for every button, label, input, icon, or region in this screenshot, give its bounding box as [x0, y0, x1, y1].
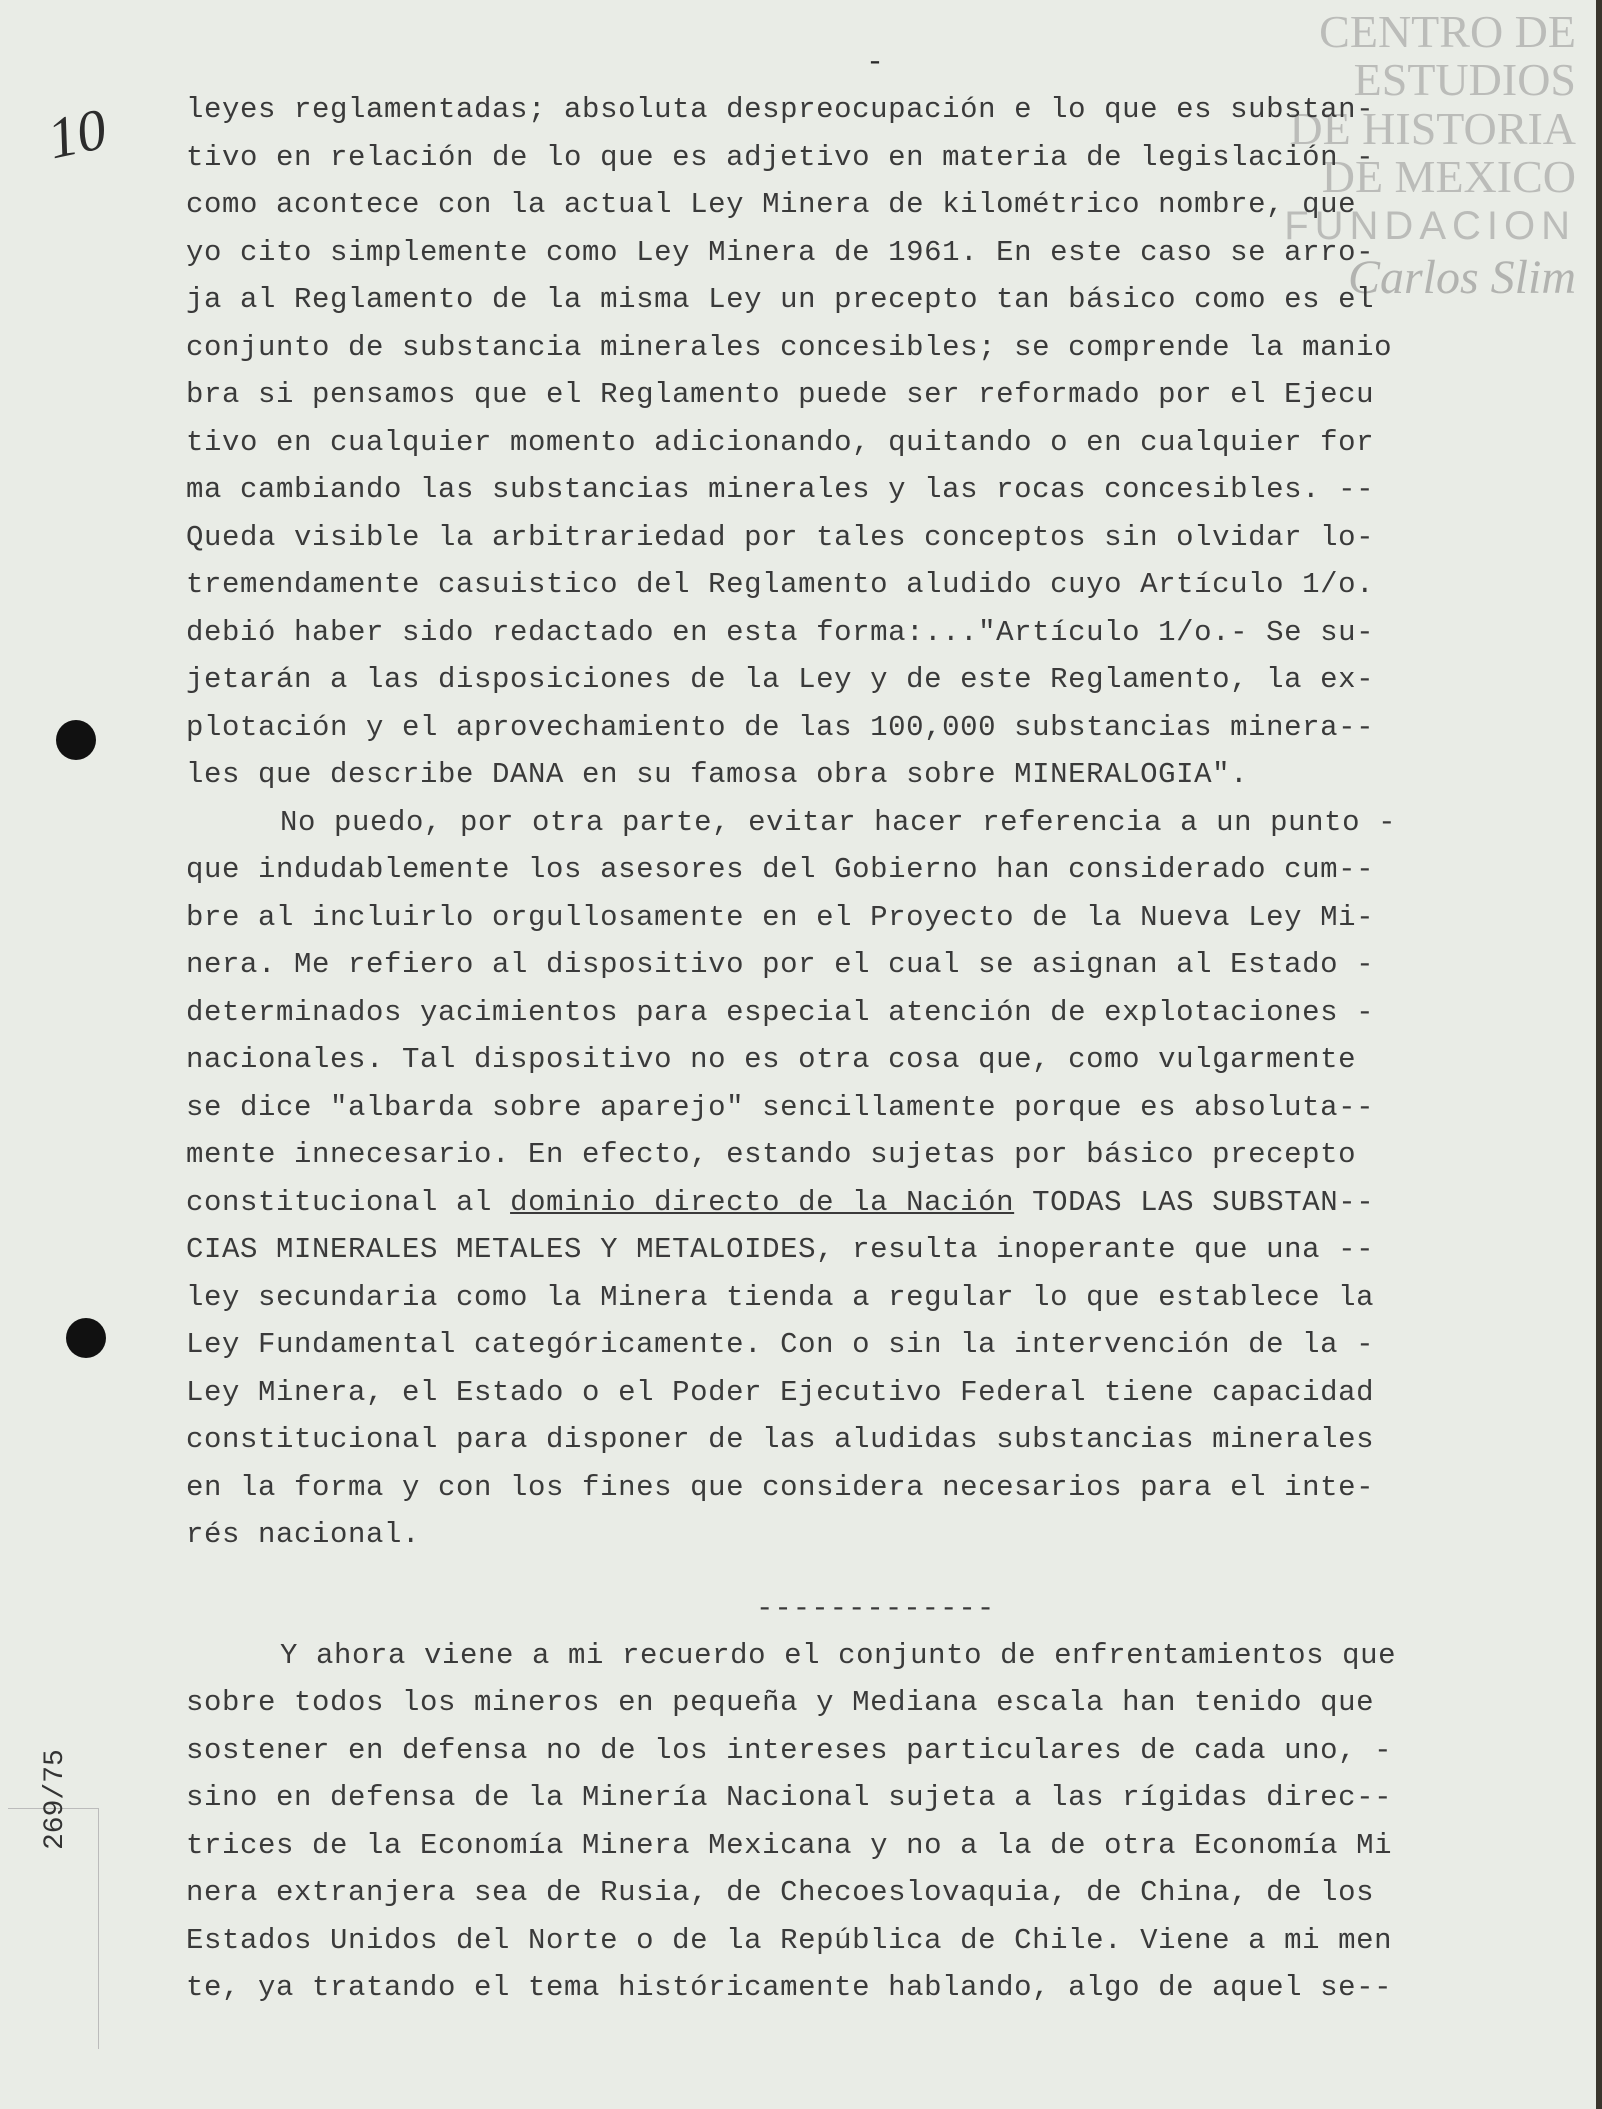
paragraph-2 [186, 799, 1496, 1559]
spacer [186, 1559, 1496, 1585]
watermark-fundacion: FUNDACION [1284, 204, 1576, 249]
text-line: ley secundaria como la Minera tienda a regular lo que establece la [186, 1280, 1375, 1314]
text-line: les que describe DANA en su famosa obra sobre MINERALOGIA". [186, 758, 1249, 791]
section-separator: ------------- [756, 1591, 996, 1625]
text-line: constitucional para disponer de las aludidas substancias minerales [186, 1423, 1375, 1456]
text-line: yo cito simplemente como Ley Minera de 1961. En este caso se arro- [186, 235, 1375, 269]
text-line: como acontece con la actual Ley Minera de kilométrico nombre, que [186, 188, 1357, 221]
watermark-line: DE HISTORIA [1289, 102, 1576, 154]
text-line: leyes reglamentadas; absoluta despreocupación e lo que es substan- [186, 93, 1375, 126]
text-line: bre al incluirlo orgullosamente en el Proyecto de la Nueva Ley Mi- [186, 900, 1375, 934]
archive-reference-stamp: 269/75 [40, 1749, 71, 1850]
watermark-line: CENTRO DE [1319, 6, 1576, 57]
text-line [186, 1179, 1496, 1227]
text-line: determinados yacimientos para especial atención de explotaciones - [186, 995, 1375, 1029]
watermark-line: ESTUDIOS [1353, 54, 1576, 106]
text-line: en la forma y con los fines que considera necesarios para el inte- [186, 1470, 1375, 1504]
text-line: jetarán a las disposiciones de la Ley y de este Reglamento, la ex- [186, 663, 1375, 696]
top-page-dash: - [866, 46, 885, 80]
handwritten-folio: 10 [41, 95, 113, 172]
text-line: Y ahora viene a mi recuerdo el conjunto de enfrentamientos que [280, 1638, 1397, 1672]
scan-edge [1596, 0, 1602, 2109]
text-line: Queda visible la arbitrariedad por tales conceptos sin olvidar lo- [186, 520, 1375, 554]
text-line: sostener en defensa no de los intereses particulares de cada uno, - [186, 1733, 1393, 1767]
text-line: nera extranjera sea de Rusia, de Checoeslovaquia, de China, de los [186, 1876, 1375, 1909]
watermark-signature: Carlos Slim [1347, 251, 1576, 305]
text-line: Ley Minera, el Estado o el Poder Ejecutivo Federal tiene capacidad [186, 1375, 1375, 1409]
text-line: que indudablemente los asesores del Gobierno han considerado cum-- [186, 853, 1375, 886]
text-line: bra si pensamos que el Reglamento puede ser reformado por el Ejecu [186, 378, 1375, 411]
text-line: CIAS MINERALES METALES Y METALOIDES, resulta inoperante que una -- [186, 1233, 1375, 1266]
text-line: ma cambiando las substancias minerales y las rocas concesibles. -- [186, 473, 1375, 506]
underlined-phrase: dominio directo de la Nación [510, 1185, 1015, 1219]
typed-text-body [186, 86, 1496, 2012]
text-line: Estados Unidos del Norte o de la República de Chile. Viene a mi men [186, 1923, 1393, 1957]
text-segment: TODAS LAS SUBSTAN-- [1014, 1185, 1375, 1219]
text-line: No puedo, por otra parte, evitar hacer referencia a un punto - [280, 805, 1397, 839]
text-line: tremendamente casuistico del Reglamento aludido cuyo Artículo 1/o. [186, 568, 1375, 601]
text-line: se dice "albarda sobre aparejo" sencillamente porque es absoluta-- [186, 1090, 1375, 1124]
text-line: sobre todos los mineros en pequeña y Mediana escala han tenido que [186, 1686, 1375, 1719]
text-line: conjunto de substancia minerales concesibles; se comprende la manio [186, 330, 1393, 364]
text-line: Ley Fundamental categóricamente. Con o sin la intervención de la - [186, 1328, 1375, 1361]
text-line: ja al Reglamento de la misma Ley un precepto tan básico como es el [186, 283, 1375, 316]
text-segment: constitucional al [186, 1185, 511, 1219]
text-line: mente innecesario. En efecto, estando sujetas por básico precepto [186, 1138, 1357, 1171]
paragraph-3 [186, 1632, 1496, 2012]
text-line: sino en defensa de la Minería Nacional sujeta a las rígidas direc-- [186, 1781, 1393, 1814]
paragraph-1 [186, 86, 1496, 799]
punch-hole [56, 720, 96, 760]
punch-hole [66, 1318, 106, 1358]
watermark-line: DE MEXICO [1321, 150, 1576, 202]
text-line: tivo en cualquier momento adicionando, quitando o en cualquier for [186, 425, 1375, 459]
text-line: plotación y el aprovechamiento de las 100,000 substancias minera-- [186, 710, 1375, 744]
text-line: trices de la Economía Minera Mexicana y no a la de otra Economía Mi [186, 1828, 1393, 1862]
text-line: nacionales. Tal dispositivo no es otra cosa que, como vulgarmente [186, 1043, 1357, 1076]
text-line: nera. Me refiero al dispositivo por el cual se asignan al Estado - [186, 948, 1375, 981]
text-line: tivo en relación de lo que es adjetivo en materia de legislación - [186, 140, 1375, 174]
text-line: te, ya tratando el tema históricamente hablando, algo de aquel se-- [186, 1971, 1393, 2004]
text-line: debió haber sido redactado en esta forma:..."Artículo 1/o.- Se su- [186, 615, 1375, 649]
text-line: rés nacional. [186, 1518, 421, 1551]
